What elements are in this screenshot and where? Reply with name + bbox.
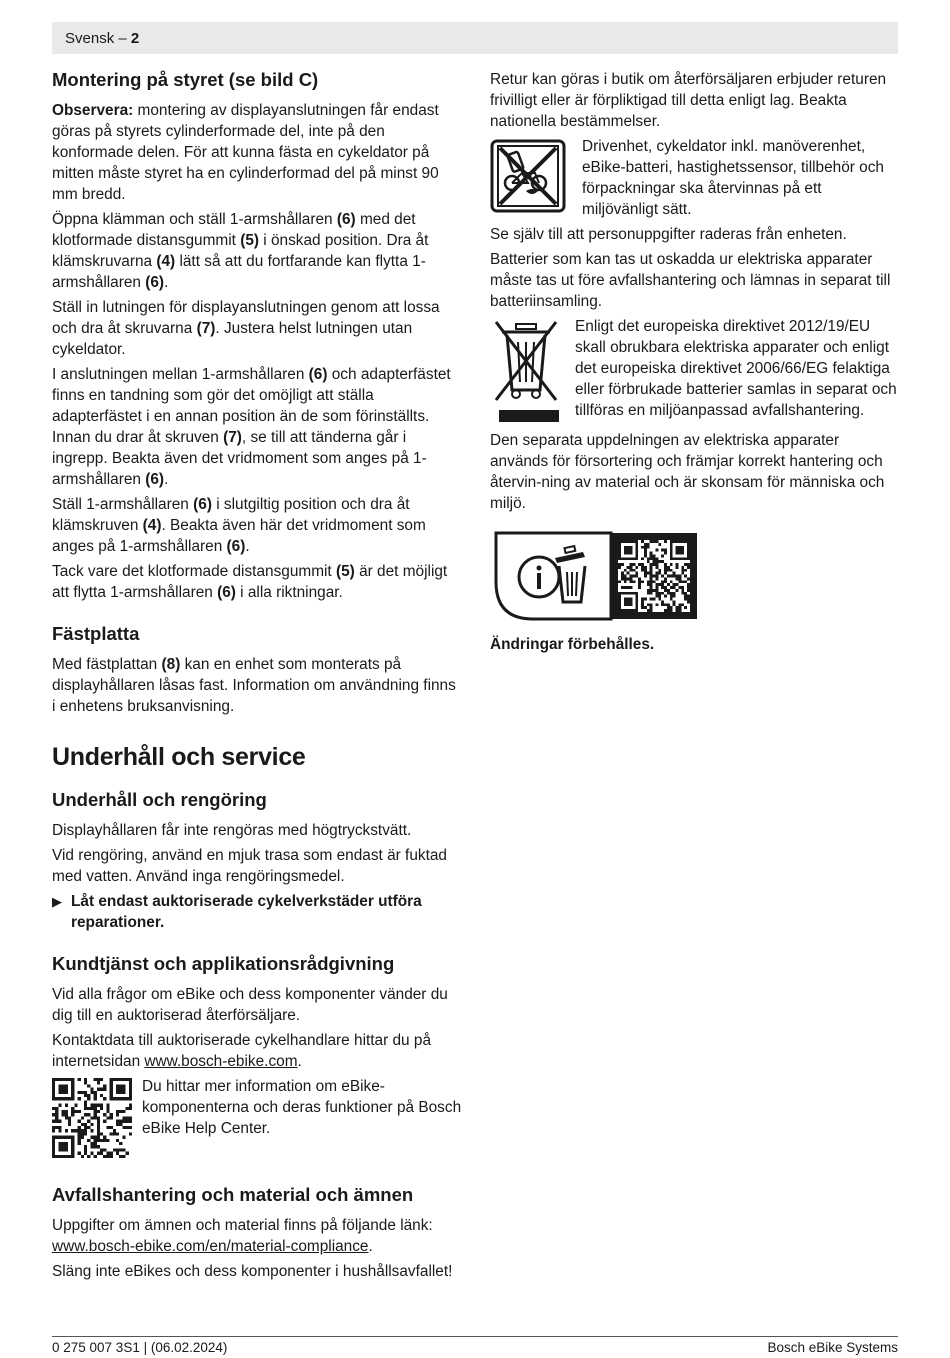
mounting-paragraph-3: [52, 297, 462, 360]
paragraph-text: och adapterfästet finns en tandning som gör det omöjligt att ställa adapterfästet i en annan position än de som förinställts. Innan du drar åt skruven: [52, 366, 451, 446]
header-language: Svensk: [65, 30, 115, 47]
mounting-paragraph-4: [52, 364, 462, 490]
part-reference: (6): [336, 211, 356, 228]
part-reference: (6): [145, 274, 165, 291]
help-center-text: Du hittar mer information om eBike-komponenterna och deras funktioner på Bosch eBike Help Center.: [142, 1078, 462, 1137]
mounting-paragraph-5: [52, 494, 462, 557]
paragraph-text: i alla riktningar.: [235, 584, 343, 601]
disposal-paragraph-2: Släng inte eBikes och dess komponenter i hushållsavfallet!: [52, 1263, 453, 1280]
paragraph-text: .: [164, 471, 169, 488]
mounting-note: [52, 100, 462, 205]
qr-code-icon[interactable]: [52, 1078, 132, 1158]
part-reference: (5): [336, 563, 355, 580]
part-reference: (6): [193, 496, 212, 513]
paragraph-text: I anslutningen mellan 1-armshållaren: [52, 366, 309, 383]
separation-paragraph: Den separata uppdelningen av elektriska apparater används för försortering och främjar korrekt hantering och återvin-ning av material och är skonsam för människa och miljö.: [490, 432, 885, 512]
section-title-plate: Fästplatta: [52, 623, 140, 644]
section-title-mounting: Montering på styret (se bild C): [52, 69, 319, 90]
paragraph-text: med det klotformade distansgummit: [52, 211, 416, 249]
support-paragraph-2: [52, 1030, 462, 1072]
paragraph-text: Ställ in lutningen för displayanslutningen genom att lossa och dra åt skruvarna: [52, 299, 440, 337]
section-title-disposal: Avfallshantering och material och ämnen: [52, 1184, 414, 1205]
part-reference: (6): [145, 471, 165, 488]
crossed-bin-icon: [490, 318, 562, 426]
footer-divider: [52, 1336, 898, 1337]
weee-row: [490, 316, 898, 426]
header-page-number: 2: [130, 30, 140, 47]
disposal-paragraph-1: [52, 1215, 462, 1257]
paragraph-text: .: [245, 538, 250, 555]
battery-paragraph: Batterier som kan tas ut oskadda ur elektriska apparater måste tas ut före avfallshantering och lämnas in separat till batteriinsamling.: [490, 251, 891, 310]
paragraph-text: är det möjligt att flytta 1-armshållaren: [52, 563, 448, 601]
right-column: [490, 69, 898, 659]
cleaning-paragraph-2: Vid rengöring, använd en mjuk trasa som endast är fuktad med vatten. Använd inga rengöringsmedel.: [52, 847, 447, 885]
cleaning-bullet-text: Låt endast auktoriserade cykelverkstäder utföra reparationer.: [71, 893, 422, 931]
paragraph-text: Ställ 1-armshållaren: [52, 496, 194, 513]
paragraph-text: Öppna klämman och ställ 1-armshållaren: [52, 211, 337, 228]
header-separator: –: [114, 30, 131, 47]
section-title-support: Kundtjänst och applikationsrådgivning: [52, 953, 395, 974]
paragraph-text: lätt så att du fortfarande kan flytta 1-armshållaren: [52, 253, 426, 291]
bosch-ebike-link[interactable]: www.bosch-ebike.com: [144, 1053, 298, 1070]
part-reference: (4): [156, 253, 176, 270]
weee-text: Enligt det europeiska direktivet 2012/19/EU skall obrukbara elektriska apparater och enligt det europeiska direktivet 2006/66/EG felaktiga eller förbrukade batterier samlas in separat och tillföras en miljöanpassad avfallshantering.: [575, 318, 897, 419]
paragraph-text: Med fästplattan: [52, 656, 162, 673]
cleaning-paragraph-1: Displayhållaren får inte rengöras med högtryckstvätt.: [52, 822, 412, 839]
paragraph-text: kan en enhet som monterats på displayhållaren låsas fast. Information om användning finns i enhetens bruksanvisning.: [52, 656, 456, 715]
disposal-paragraph-1-text: Uppgifter om ämnen och material finns på följande länk:: [52, 1217, 433, 1234]
disposal-paragraph-1-end: .: [368, 1238, 373, 1255]
part-reference: (6): [226, 538, 246, 555]
note-label: Observera:: [52, 102, 134, 119]
support-paragraph-1: Vid alla frågor om eBike och dess komponenter vänder du dig till en auktoriserad återförsäljare.: [52, 986, 448, 1024]
paragraph-text: i önskad position. Dra åt klämskruvarna: [52, 232, 429, 270]
paragraph-text: i slutgiltig position och dra åt klämskruven: [52, 496, 410, 534]
cleaning-bullet: [52, 891, 462, 933]
part-reference: (4): [142, 517, 162, 534]
part-reference: (5): [240, 232, 259, 249]
mounting-paragraph-2: [52, 209, 462, 293]
material-compliance-link[interactable]: www.bosch-ebike.com/en/material-compliance: [52, 1238, 369, 1255]
left-column: [52, 67, 462, 1286]
help-center-row: [52, 1076, 462, 1158]
mounting-paragraph-6: [52, 561, 462, 603]
section-title-cleaning: Underhåll och rengöring: [52, 789, 267, 810]
note-text: montering av displayanslutningen får endast göras på styrets cylinderformade del, inte på den konformade delen. För att kunna fästa en cykeldator på mitten måste styret ha en cylinderformad del på minst 90 mm bredd.: [52, 102, 439, 203]
no-household-waste-icon: [490, 139, 566, 213]
info-recycling-badge: [493, 530, 699, 622]
personal-data-paragraph: Se själv till att personuppgifter raderas från enheten.: [490, 226, 847, 243]
plate-paragraph: [52, 654, 462, 717]
recycle-row: [490, 136, 898, 220]
return-paragraph: Retur kan göras i butik om återförsäljaren erbjuder returen frivilligt eller är förpliktigad till detta enligt lag. Beakta nationella bestämmelser.: [490, 71, 887, 130]
page-header: [52, 22, 898, 54]
part-reference: (8): [161, 656, 181, 673]
paragraph-text: Tack vare det klotformade distansgummit: [52, 563, 336, 580]
part-reference: (7): [223, 429, 242, 446]
footer-doc-number: 0 275 007 3S1 | (06.02.2024): [52, 1340, 228, 1355]
recycle-text: Drivenhet, cykeldator inkl. manöverenhet, eBike-batteri, hastighetssensor, tillbehör och förpackningar ska återvinnas på ett miljövänligt sätt.: [582, 138, 884, 218]
paragraph-text: . Justera helst lutningen utan cykeldator.: [52, 320, 413, 358]
support-paragraph-2-end: .: [297, 1053, 302, 1070]
support-paragraph-2-text: Kontaktdata till auktoriserade cykelhandlare hittar du på internetsidan: [52, 1032, 432, 1070]
footer-company: Bosch eBike Systems: [767, 1340, 898, 1355]
chapter-title-maintenance: Underhåll och service: [52, 743, 306, 771]
triangle-bullet-icon: ▶: [52, 894, 62, 909]
part-reference: (6): [308, 366, 328, 383]
paragraph-text: , se till att tänderna går i ingrepp. Beakta även det vridmoment som anges på 1-armshållaren: [52, 429, 427, 488]
paragraph-text: .: [164, 274, 169, 291]
part-reference: (7): [196, 320, 216, 337]
changes-reserved: Ändringar förbehålles.: [490, 636, 655, 653]
paragraph-text: . Beakta även här det vridmoment som anges på 1-armshållaren: [52, 517, 426, 555]
part-reference: (6): [217, 584, 236, 601]
